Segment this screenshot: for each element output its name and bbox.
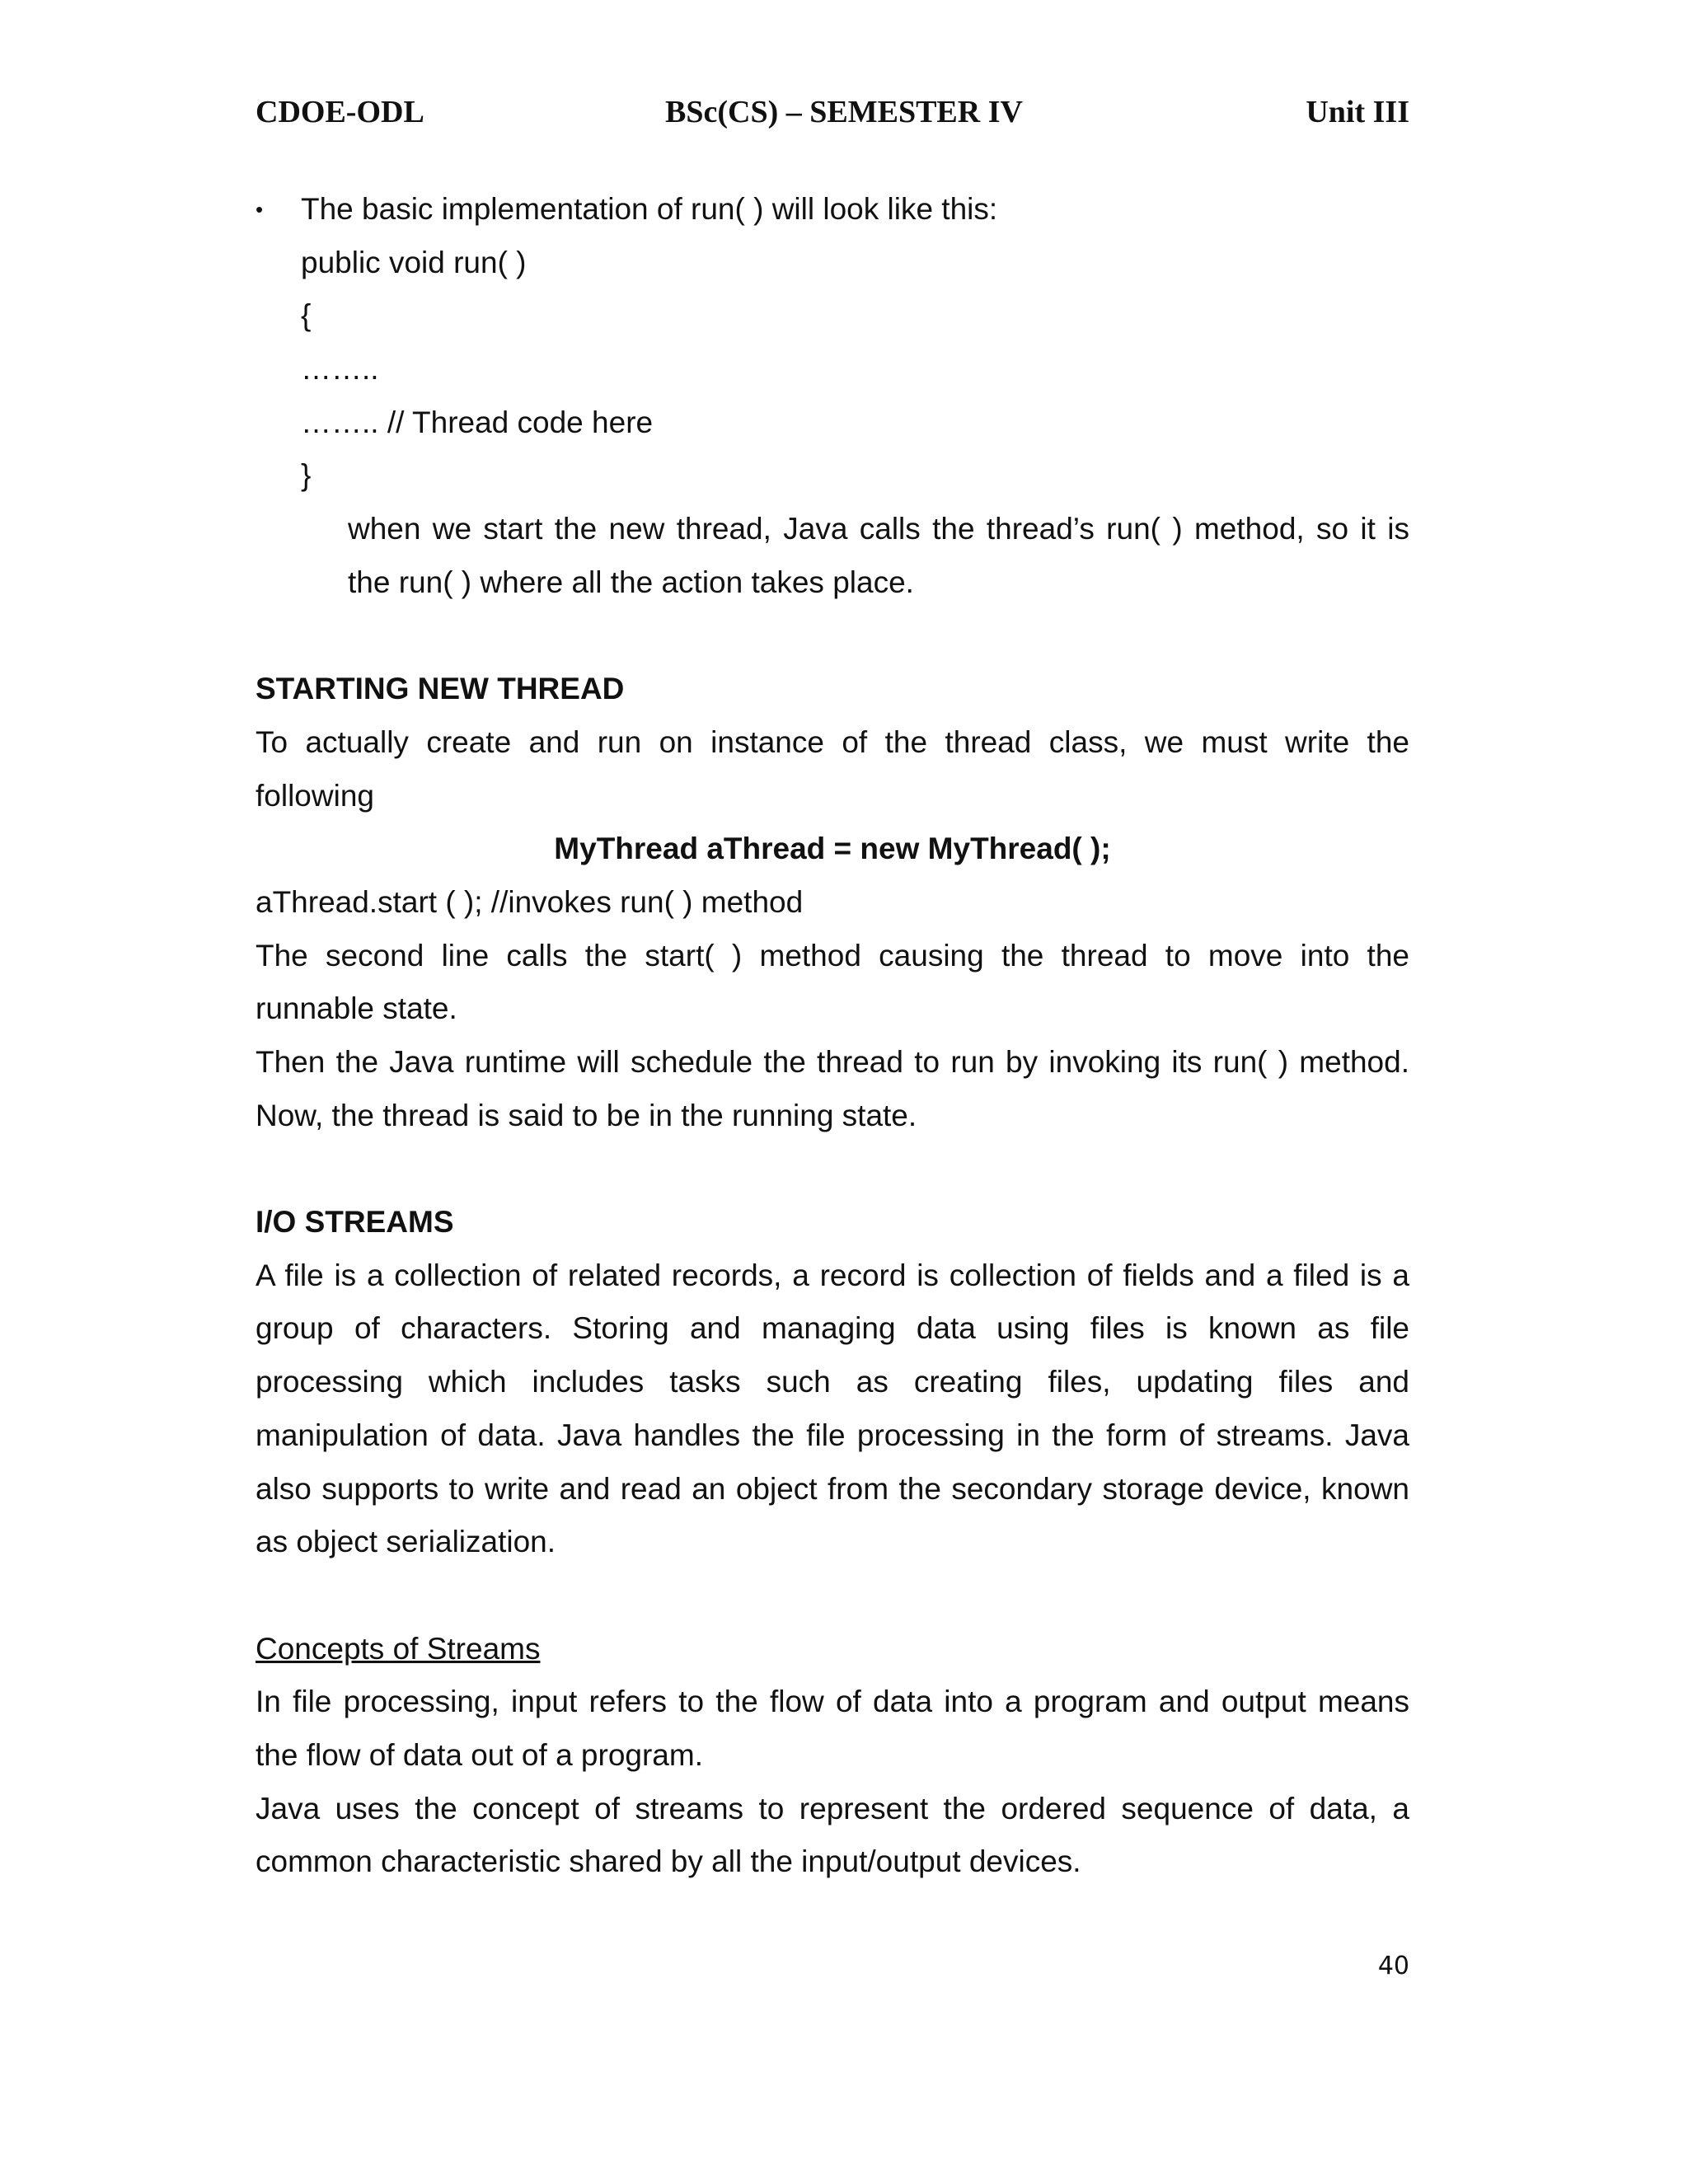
- paragraph-line: The second line calls the start( ) method causing the thread to move into the: [256, 938, 1409, 972]
- bullet-symbol: •: [256, 197, 264, 222]
- run-explanation-line: when we start the new thread, Java calls the thread’s run( ) method, so it is: [348, 512, 1409, 546]
- code-line: {: [301, 298, 312, 333]
- code-line: …….. // Thread code here: [301, 405, 654, 439]
- page-body: [256, 183, 1409, 1889]
- paragraph-line: Now, the thread is said to be in the running state.: [256, 1098, 917, 1132]
- section-heading-io-streams: I/O STREAMS: [256, 1205, 454, 1240]
- section-heading-starting-thread: STARTING NEW THREAD: [256, 672, 625, 706]
- paragraph-line: also supports to write and read an object from the secondary storage device, known: [256, 1471, 1409, 1506]
- paragraph-line: To actually create and run on instance of the thread class, we must write the: [256, 724, 1409, 759]
- code-line: ……..: [301, 352, 379, 387]
- paragraph-line: manipulation of data. Java handles the file processing in the form of streams. Java: [256, 1418, 1409, 1452]
- header-right: Unit III: [1306, 95, 1409, 129]
- run-bullet-item: [256, 183, 1409, 237]
- subsection-heading-concepts: Concepts of Streams: [256, 1631, 541, 1666]
- paragraph-line: group of characters. Storing and managing data using files is known as file: [256, 1311, 1409, 1346]
- code-line: public void run( ): [301, 245, 527, 279]
- run-explanation-line: the run( ) where all the action takes place.: [348, 565, 914, 599]
- code-statement-bold: MyThread aThread = new MyThread( );: [554, 832, 1111, 866]
- paragraph-line: In file processing, input refers to the flow of data into a program and output means: [256, 1685, 1409, 1719]
- paragraph-line: processing which includes tasks such as creating files, updating files and: [256, 1365, 1409, 1399]
- paragraph-line: A file is a collection of related records, a record is collection of fields and a filed is a: [256, 1258, 1409, 1292]
- paragraph-line: the flow of data out of a program.: [256, 1737, 703, 1772]
- header-left: CDOE-ODL: [256, 95, 424, 129]
- paragraph-line: Then the Java runtime will schedule the thread to run by invoking its run( ) method.: [256, 1045, 1409, 1079]
- paragraph-line: runnable state.: [256, 991, 457, 1026]
- paragraph-line: as object serialization.: [256, 1525, 556, 1559]
- header-center: BSc(CS) – SEMESTER IV: [665, 95, 1023, 129]
- code-line: }: [301, 458, 312, 493]
- paragraph-line: following: [256, 778, 374, 813]
- paragraph-line: common characteristic shared by all the input/output devices.: [256, 1844, 1081, 1879]
- code-statement: aThread.start ( ); //invokes run( ) method: [256, 884, 804, 919]
- paragraph-line: Java uses the concept of streams to represent the ordered sequence of data, a: [256, 1791, 1409, 1825]
- page-number: 40: [1377, 1952, 1409, 1980]
- run-intro: The basic implementation of run( ) will look like this:: [301, 192, 998, 226]
